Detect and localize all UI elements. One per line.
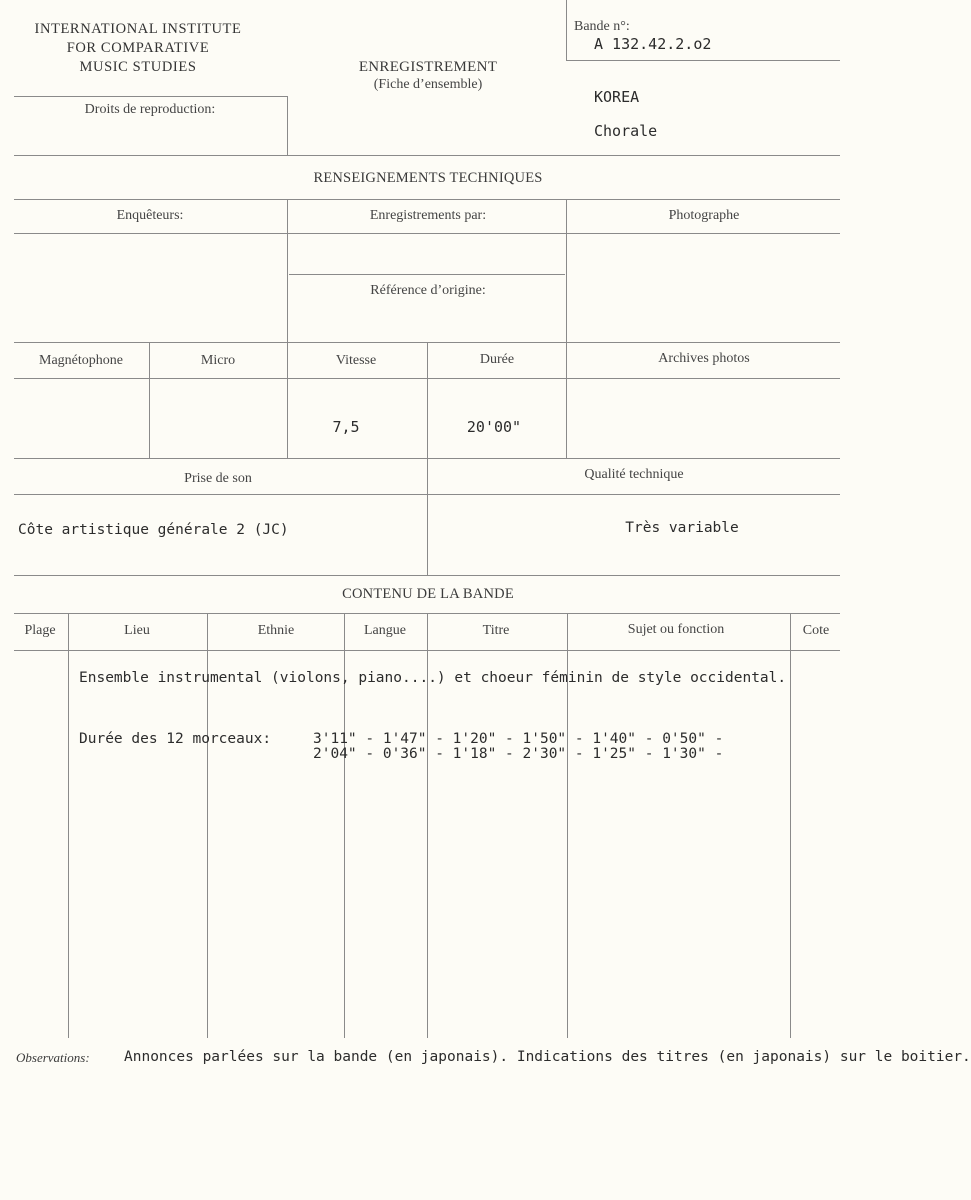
country-value: KOREA [594, 88, 640, 106]
tape-number-value: A 132.42.2.o2 [594, 35, 712, 53]
investigators-header: Enquêteurs: [116, 208, 184, 223]
institute-line-2: FOR COMPARATIVE [66, 40, 210, 56]
institute-line-3: MUSIC STUDIES [79, 59, 197, 75]
recorder-header: Magnétophone [39, 353, 123, 368]
duration-header: Durée [479, 352, 515, 367]
durations-line-2: 2'04" - 0'36" - 1'18" - 2'30" - 1'25" - 1'30" - [313, 746, 724, 762]
rights-label: Droits de reproduction: [84, 102, 216, 117]
technical-quality-value: Très variable [625, 520, 739, 536]
column-header-langue: Langue [364, 623, 406, 638]
origin-reference-header: Référence d’origine: [370, 283, 486, 298]
doc-subtitle: (Fiche d’ensemble) [373, 77, 483, 92]
technical-quality-header: Qualité technique [584, 467, 684, 482]
durations-label: Durée des 12 morceaux: [79, 731, 272, 747]
durations-line-1: 3'11" - 1'47" - 1'20" - 1'50" - 1'40" - 0'50" - [313, 731, 724, 747]
sound-recording-header: Prise de son [184, 471, 252, 486]
institute-line-1: INTERNATIONAL INSTITUTE [34, 21, 242, 37]
observations-label: Observations: [16, 1050, 90, 1065]
column-header-titre: Titre [482, 623, 510, 638]
genre-value: Chorale [594, 122, 658, 140]
observations-text: Annonces parlées sur la bande (en japonais). Indications des titres (en japonais) sur le boitier. [124, 1049, 971, 1065]
doc-title: ENREGISTREMENT [358, 59, 498, 75]
column-header-sujet: Sujet ou fonction [627, 622, 725, 637]
photographer-header: Photographe [668, 208, 740, 223]
column-header-cote: Cote [802, 623, 830, 638]
content-description: Ensemble instrumental (violons, piano....) et choeur féminin de style occidental. [79, 670, 787, 686]
column-header-plage: Plage [24, 623, 56, 638]
recorded-by-header: Enregistrements par: [369, 208, 487, 223]
microphone-header: Micro [200, 353, 236, 368]
speed-header: Vitesse [335, 353, 377, 368]
column-header-lieu: Lieu [124, 623, 150, 638]
tech-section-title: RENSEIGNEMENTS TECHNIQUES [313, 170, 543, 186]
photo-archives-header: Archives photos [658, 351, 750, 366]
institute-name [14, 20, 262, 77]
speed-value: 7,5 [332, 418, 360, 436]
tape-number-label: Bande n°: [574, 19, 630, 34]
content-section-title: CONTENU DE LA BANDE [342, 586, 514, 602]
duration-value: 20'00" [466, 418, 522, 436]
column-header-ethnie: Ethnie [257, 623, 295, 638]
sound-recording-value: Côte artistique générale 2 (JC) [18, 522, 289, 538]
